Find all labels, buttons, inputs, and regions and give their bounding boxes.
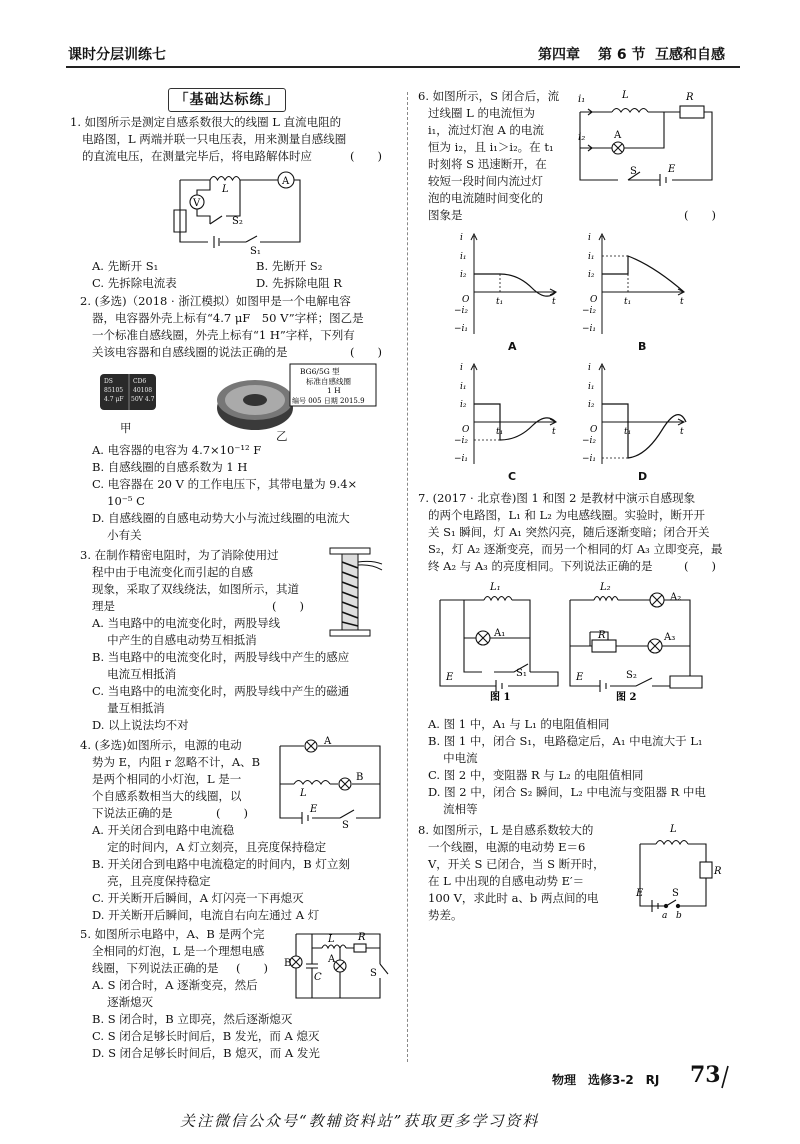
q6-circuit-diagram xyxy=(572,88,722,192)
topic-label: 互感和自感 xyxy=(655,47,725,63)
option-d: D. 先拆除电阻 R xyxy=(256,276,342,290)
q6-switch-label: S xyxy=(630,166,637,177)
t-axis-label: t xyxy=(552,427,556,437)
option-c: C. 开关断开后瞬间，A 灯闪亮一下再熄灭 xyxy=(92,891,304,905)
tick-neg-i2: −i₂ xyxy=(454,306,469,316)
q7-line: 终 A₂ 与 A₃ 的亮度相同。下列说法正确的是 xyxy=(428,559,653,573)
q4-circuit-diagram xyxy=(276,736,386,831)
q1-s1-label: S₁ xyxy=(250,246,261,257)
q1-s2-label: S₂ xyxy=(232,216,243,227)
q7-e-label: E xyxy=(446,672,454,683)
coil-label: 编号 005 日期 2015.9 xyxy=(292,397,365,405)
tick-t1: t₁ xyxy=(496,297,504,307)
header-rule xyxy=(66,66,740,68)
option-a-cont: 定的时间内，A 灯立刻亮，且亮度保持稳定 xyxy=(92,840,327,854)
t-axis-label: t xyxy=(552,297,556,307)
q5-lamp-b-label: B xyxy=(284,958,292,969)
tick-t1: t₁ xyxy=(624,297,632,307)
page-number: 73 xyxy=(690,1062,721,1088)
option-c: C. 电容器在 20 V 的工作电压下，其带电量为 9.4× xyxy=(92,477,358,491)
t-axis-label: t xyxy=(680,297,684,307)
coil-label: 1 H xyxy=(327,386,341,395)
option-a: A. 图 1 中，A₁ 与 L₁ 的电阻值相同 xyxy=(428,717,610,731)
i-axis-label: i xyxy=(460,233,463,243)
q6-graph-a xyxy=(452,230,562,340)
q5-resistor-label: R xyxy=(358,932,366,943)
q3-line: 理是 xyxy=(92,599,115,613)
cap-label: 85105 xyxy=(104,387,124,394)
tick-i2: i₂ xyxy=(588,270,595,280)
q6-i2-label: i₂ xyxy=(578,132,586,143)
q6-graph-d xyxy=(580,360,690,470)
option-d: D. 自感线圈的自感电动势大小与流过线圈的电流大 xyxy=(92,511,350,525)
answer-paren: ( ) xyxy=(236,961,268,975)
t-axis-label: t xyxy=(680,427,684,437)
q4-line: 是两个相同的小灯泡，L 是一 xyxy=(92,772,242,786)
q8-line: 一个线圈，电源的电动势 E＝6 xyxy=(428,840,586,854)
graph-caption-b: B xyxy=(638,340,647,353)
q6-graph-b xyxy=(580,230,690,340)
q1-voltmeter-label: V xyxy=(193,198,201,209)
q1-circuit-diagram xyxy=(160,166,310,256)
q2-capacitor-photo xyxy=(100,372,158,412)
q8-point-a: a xyxy=(662,911,668,921)
q8-line: 在 L 中出现的自感电动势 E′＝ xyxy=(428,874,585,888)
tick-neg-i2: −i₂ xyxy=(582,436,597,446)
chapter-label: 第四章 xyxy=(538,47,580,63)
q5-capacitor-label: C xyxy=(314,972,322,983)
q6-line: 图象是 xyxy=(428,208,463,222)
q6-graph-c xyxy=(452,360,562,470)
section-label: 第 6 节 xyxy=(598,47,646,63)
q6-inductor-label: L xyxy=(622,90,629,101)
tick-i1: i₁ xyxy=(460,382,467,392)
q1-ammeter-label: A xyxy=(282,176,290,187)
q8-line: 100 V，求此时 a、b 两点间的电 xyxy=(428,891,599,905)
q7-l1-label: L₁ xyxy=(490,582,501,593)
q2-line: 一个标准自感线圈，外壳上标有“1 H”字样，下列有 xyxy=(92,328,355,342)
q7-e-label-2: E xyxy=(576,672,584,683)
q4-lamp-b-label: B xyxy=(356,772,364,783)
origin-label: O xyxy=(590,425,598,435)
answer-paren: ( ) xyxy=(684,208,716,222)
q5-inductor-label: L xyxy=(328,934,335,945)
option-b-cont: 电流互相抵消 xyxy=(92,667,177,681)
q4-lamp-a-label: A xyxy=(324,736,332,747)
q2-fig-yi: 乙 xyxy=(276,429,288,443)
q4-line: 下说法正确的是 xyxy=(92,806,173,820)
q2-coil-photo xyxy=(210,360,380,440)
q7-line: 7. (2017 · 北京卷)图 1 和图 2 是教材中演示自感现象 xyxy=(418,491,696,505)
q3-line: 现象，采取了双线绕法，如图所示，其道 xyxy=(92,582,299,596)
option-a-cont: 中产生的自感电动势互相抵消 xyxy=(92,633,257,647)
cap-label: 50V 4.7 xyxy=(131,396,155,403)
option-d: D. 图 2 中，闭合 S₂ 瞬间，L₂ 中电流与变阻器 R 中电 xyxy=(428,785,706,799)
tick-neg-i1: −i₁ xyxy=(454,454,469,464)
q1-line: 1. 如图所示是测定自感系数很大的线圈 L 直流电阻的 xyxy=(70,115,342,129)
column-divider xyxy=(407,92,408,1062)
q6-line: 较短一段时间内流过灯 xyxy=(428,174,543,188)
tick-neg-i1: −i₁ xyxy=(454,324,469,334)
option-b: B. 图 1 中，闭合 S₁，电路稳定后，A₁ 中电流大于 L₁ xyxy=(428,734,703,748)
q8-inductor-label: L xyxy=(670,824,677,835)
option-a-cont: 逐渐熄灭 xyxy=(92,995,154,1009)
cap-label: 40108 xyxy=(133,387,153,394)
q4-line: 4. (多选)如图所示，电源的电动 xyxy=(80,738,242,752)
worksheet-title: 课时分层训练七 xyxy=(68,47,166,63)
q5-switch-label: S xyxy=(370,968,377,979)
tick-i1: i₁ xyxy=(588,382,595,392)
q5-circuit-diagram xyxy=(284,926,388,1006)
promo-banner: 关注微信公众号“教辅资料站”获取更多学习资料 xyxy=(180,1112,540,1130)
q6-line: 时刻将 S 迅速断开，在 xyxy=(428,157,547,171)
q5-line: 全相同的灯泡，L 是一个理想电感 xyxy=(92,944,265,958)
q6-resistor-label: R xyxy=(686,92,694,103)
q8-source-label: E xyxy=(636,888,644,899)
q1-inductor-label: L xyxy=(222,184,229,195)
current-curve xyxy=(474,274,556,296)
option-c-cont: 10⁻⁵ C xyxy=(92,494,145,508)
tick-neg-i1: −i₁ xyxy=(582,324,597,334)
answer-paren: ( ) xyxy=(350,149,382,163)
tick-i2: i₂ xyxy=(460,270,467,280)
coil-label: 标准自感线圈 xyxy=(306,377,351,386)
tick-i2: i₂ xyxy=(588,400,595,410)
q4-switch-label: S xyxy=(342,820,349,831)
option-a: A. 开关闭合到电路中电流稳 xyxy=(92,823,235,837)
q3-line: 程中由于电流变化而引起的自感 xyxy=(92,565,253,579)
q4-line: 势为 E，内阻 r 忽略不计，A、B xyxy=(92,755,261,769)
q8-switch-label: S xyxy=(672,888,679,899)
q8-line: V，开关 S 已闭合，当 S 断开时， xyxy=(428,857,605,871)
tick-i2: i₂ xyxy=(460,400,467,410)
option-a: A. 先断开 S₁ xyxy=(92,259,159,273)
q6-line: 过线圈 L 的电流恒为 xyxy=(428,106,535,120)
graph-caption-d: D xyxy=(638,470,648,483)
q5-lamp-a-label: A xyxy=(328,954,336,965)
q7-s2-label: S₂ xyxy=(626,670,637,681)
q7-circuit-figure-1 xyxy=(436,576,560,703)
q2-line: 器，电容器外壳上标有“4.7 μF 50 V”字样；图乙是 xyxy=(92,311,364,325)
q4-source-label: E xyxy=(310,804,318,815)
option-c: C. 当电路中的电流变化时，两股导线中产生的磁通 xyxy=(92,684,350,698)
answer-paren: ( ) xyxy=(216,806,248,820)
i-axis-label: i xyxy=(460,363,463,373)
origin-label: O xyxy=(462,295,470,305)
q8-point-b: b xyxy=(676,911,682,921)
q8-resistor-label: R xyxy=(714,866,722,877)
option-c: C. S 闭合足够长时间后，B 发光，而 A 熄灭 xyxy=(92,1029,320,1043)
q5-line: 5. 如图所示电路中，A、B 是两个完 xyxy=(80,927,265,941)
graph-caption-a: A xyxy=(508,340,517,353)
q7-circuit-figure-2 xyxy=(566,576,710,703)
q8-line: 8. 如图所示，L 是自感系数较大的 xyxy=(418,823,594,837)
q6-i1-label: i₁ xyxy=(578,94,586,105)
tick-i1: i₁ xyxy=(588,252,595,262)
origin-label: O xyxy=(590,295,598,305)
option-d: D. 开关断开后瞬间，电流自右向左通过 A 灯 xyxy=(92,908,320,922)
tick-neg-i1: −i₁ xyxy=(582,454,597,464)
footer-slash xyxy=(718,1064,732,1090)
tick-t1: t₁ xyxy=(624,427,632,437)
q7-line: 的两个电路图，L₁ 和 L₂ 为电感线圈。实验时，断开开 xyxy=(428,508,705,522)
cap-label: DS xyxy=(104,378,113,385)
option-b: B. 自感线圈的自感系数为 1 H xyxy=(92,460,248,474)
i-axis-label: i xyxy=(588,233,591,243)
tick-i1: i₁ xyxy=(460,252,467,262)
option-b: B. 开关闭合到电路中电流稳定的时间内，B 灯立刻 xyxy=(92,857,350,871)
q7-a1-label: A₁ xyxy=(494,628,506,639)
q8-circuit-diagram xyxy=(630,822,720,922)
q8-line: 势差。 xyxy=(428,908,463,922)
q4-line: 个自感系数相当大的线圈，以 xyxy=(92,789,242,803)
q3-line: 3. 在制作精密电阻时，为了消除使用过 xyxy=(80,548,279,562)
option-c-cont: 量互相抵消 xyxy=(92,701,165,715)
q6-line: 恒为 i₂，且 i₁＞i₂。在 t₁ xyxy=(428,140,554,154)
option-c: C. 先拆除电流表 xyxy=(92,276,177,290)
option-d-cont: 流相等 xyxy=(428,802,478,816)
answer-paren: ( ) xyxy=(350,345,382,359)
option-d: D. 以上说法均不对 xyxy=(92,718,189,732)
q6-lamp-label: A xyxy=(614,130,622,141)
option-a: A. S 闭合时，A 逐渐变亮，然后 xyxy=(92,978,258,992)
option-a: A. 当电路中的电流变化时，两股导线 xyxy=(92,616,281,630)
graph-caption-c: C xyxy=(508,470,517,483)
q7-a3-label: A₃ xyxy=(664,632,676,643)
option-c: C. 图 2 中，变阻器 R 与 L₂ 的电阻值相同 xyxy=(428,768,644,782)
q2-line: 关该电容器和自感线圈的说法正确的是 xyxy=(92,345,288,359)
q3-bifilar-coil-diagram xyxy=(326,548,386,638)
q6-source-label: E xyxy=(668,164,676,175)
q7-line: S₂，灯 A₂ 逐渐变亮，而另一个相同的灯 A₃ 立即变亮，最 xyxy=(428,542,723,556)
tick-neg-i2: −i₂ xyxy=(582,306,597,316)
q5-line: 线圈，下列说法正确的是 xyxy=(92,961,219,975)
option-b: B. 先断开 S₂ xyxy=(256,259,323,273)
q7-a2-label: A₂ xyxy=(670,592,682,603)
q6-line: 泡的电流随时间变化的 xyxy=(428,191,543,205)
cap-label: CD6 xyxy=(133,378,147,385)
option-d-cont: 小有关 xyxy=(92,528,142,542)
tick-neg-i2: −i₂ xyxy=(454,436,469,446)
origin-label: O xyxy=(462,425,470,435)
q1-line: 的直流电压，在测量完毕后，将电路解体时应 xyxy=(82,149,312,163)
answer-paren: ( ) xyxy=(272,599,304,613)
q2-line: 2. (多选)（2018 · 浙江模拟）如图甲是一个电解电容 xyxy=(80,294,351,308)
option-b: B. S 闭合时，B 立即亮，然后逐渐熄灭 xyxy=(92,1012,293,1026)
cap-label: 4.7 μF xyxy=(104,396,124,403)
i-axis-label: i xyxy=(588,363,591,373)
q7-r-label: R xyxy=(598,630,606,641)
q7-l2-label: L₂ xyxy=(600,582,611,593)
option-b: B. 当电路中的电流变化时，两股导线中产生的感应 xyxy=(92,650,350,664)
q1-line: 电路图，L 两端并联一只电压表，用来测量自感线圈 xyxy=(82,132,347,146)
q4-inductor-label: L xyxy=(300,788,307,799)
q6-line: i₁，流过灯泡 A 的电流 xyxy=(428,123,544,137)
q7-fig1-caption: 图 1 xyxy=(490,692,511,703)
section-badge: 「基础达标练」 xyxy=(168,88,286,112)
q7-line: 关 S₁ 瞬间，灯 A₁ 突然闪亮，随后逐渐变暗；闭合开关 xyxy=(428,525,710,539)
current-curve xyxy=(602,256,684,292)
q7-s1-label: S₁ xyxy=(516,668,527,679)
option-a: A. 电容器的电容为 4.7×10⁻¹² F xyxy=(92,443,262,457)
current-curve xyxy=(602,404,686,458)
q6-line: 6. 如图所示，S 闭合后，流 xyxy=(418,89,560,103)
option-b-cont: 中电流 xyxy=(428,751,478,765)
answer-paren: ( ) xyxy=(684,559,716,573)
q2-fig-jia: 甲 xyxy=(120,421,132,435)
option-d: D. S 闭合足够长时间后，B 熄灭，而 A 发光 xyxy=(92,1046,320,1060)
footer-subject: 物理 选修3-2 RJ xyxy=(552,1073,660,1087)
q7-fig2-caption: 图 2 xyxy=(616,692,637,703)
coil-label: BG6/5G 型 xyxy=(300,367,340,376)
option-b-cont: 亮，且亮度保持稳定 xyxy=(92,874,211,888)
tick-t1: t₁ xyxy=(496,427,504,437)
